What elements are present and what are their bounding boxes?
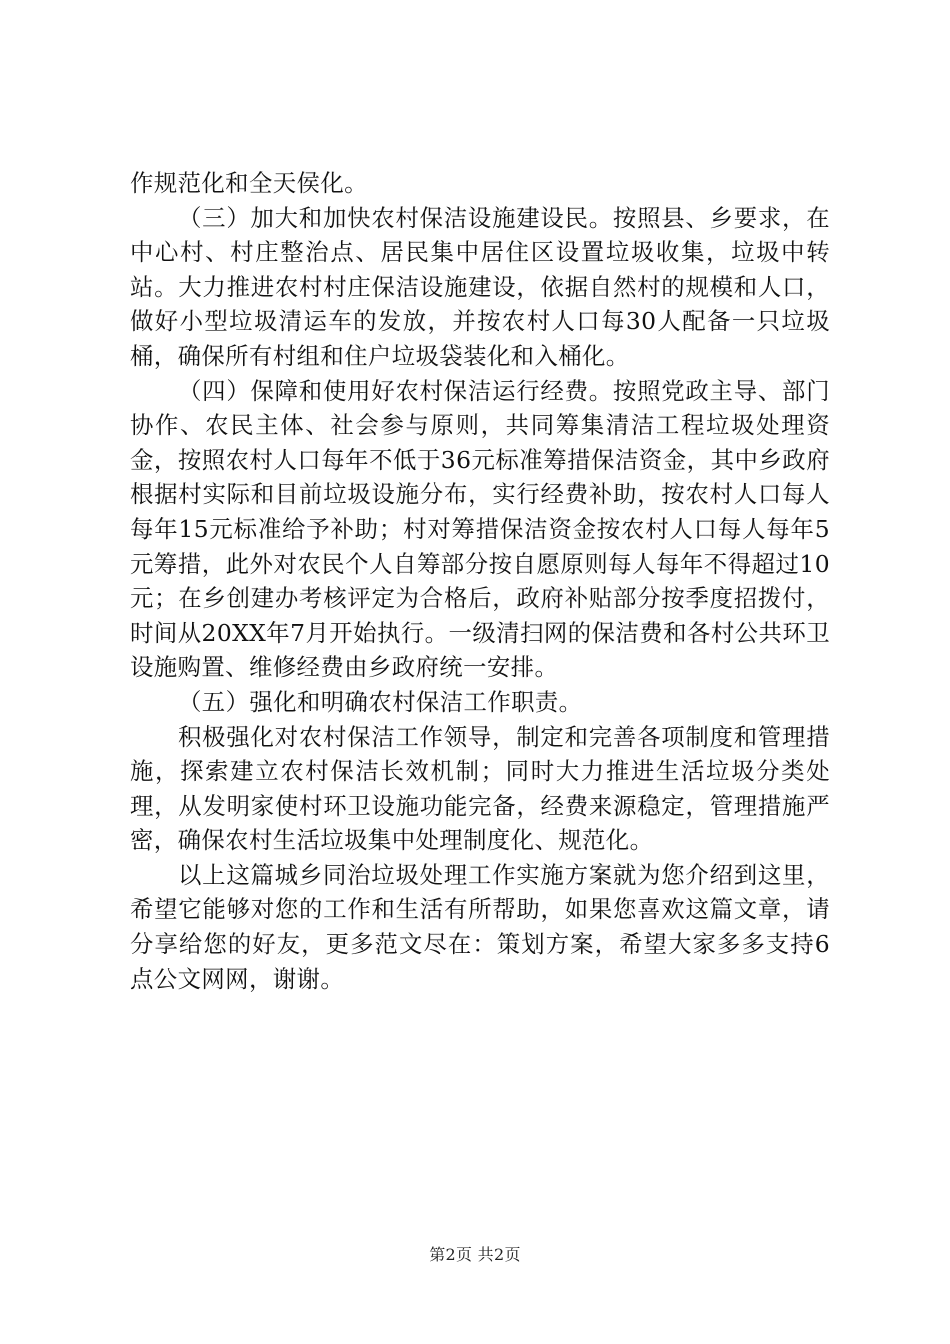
paragraph-continuation: 作规范化和全天侯化。 xyxy=(130,169,368,197)
paragraph-section-five-body: 积极强化对农村保洁工作领导，制定和完善各项制度和管理措施，探索建立农村保洁长效机制；同时大力推进生活垃圾分类处理，从发明家使村环卫设施功能完备，经费来源稳定，管理措施严密，确保农村生活垃圾集中处理制度化、规范化。 xyxy=(130,722,830,855)
page-footer: 第2页 共2页 xyxy=(429,1245,521,1264)
paragraph-section-three: （三）加大和加快农村保洁设施建设民。按照县、乡要求，在中心村、村庄整治点、居民集中居住区设置垃圾收集，垃圾中转站。大力推进农村村庄保洁设施建设，依据自然村的规模和人口，做好小型垃圾清运车的发放，并按农村人口每30人配备一只垃圾桶，确保所有村组和住户垃圾袋装化和入桶化。 xyxy=(130,203,830,370)
document-body xyxy=(130,166,830,996)
paragraph-section-four: （四）保障和使用好农村保洁运行经费。按照党政主导、部门协作、农民主体、社会参与原则，共同筹集清洁工程垃圾处理资金，按照农村人口每年不低于36元标准筹措保洁资金，其中乡政府根据村实际和目前垃圾设施分布，实行经费补助，按农村人口每人每年15元标准给予补助；村对筹措保洁资金按农村人口每人每年5元筹措，此外对农民个人自筹部分按自愿原则每人每年不得超过10元；在乡创建办考核评定为合格后，政府补贴部分按季度招拨付，时间从20XX年7月开始执行。一级清扫网的保洁费和各村公共环卫设施购置、维修经费由乡政府统一安排。 xyxy=(130,376,830,682)
paragraph-section-five-heading: （五）强化和明确农村保洁工作职责。 xyxy=(178,687,583,716)
paragraph-closing: 以上这篇城乡同治垃圾处理工作实施方案就为您介绍到这里，希望它能够对您的工作和生活有所帮助，如果您喜欢这篇文章，请分享给您的好友，更多范文尽在：策划方案，希望大家多多支持6点公文网网，谢谢。 xyxy=(130,860,830,993)
